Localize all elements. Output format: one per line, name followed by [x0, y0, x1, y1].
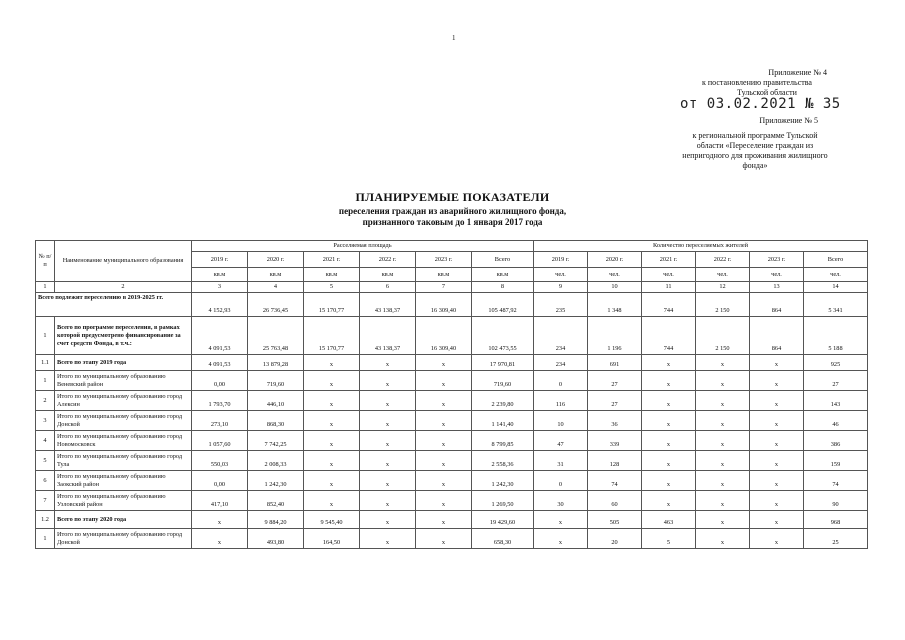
- row-value: 43 138,37: [360, 293, 416, 317]
- row-name: Всего подлежит переселению в 2019-2025 гг.: [36, 293, 192, 317]
- row-value: 30: [534, 491, 588, 511]
- row-name: Итого по муниципальному образованию город Донской: [55, 411, 192, 431]
- row-value: 159: [804, 451, 868, 471]
- row-value: 2 239,80: [472, 391, 534, 411]
- row-value: 864: [750, 317, 804, 355]
- row-value: 2 558,36: [472, 451, 534, 471]
- header-people-group: Количество переселяемых жителей: [534, 241, 868, 252]
- row-value: 273,10: [192, 411, 248, 431]
- row-value: 19 429,60: [472, 511, 534, 529]
- header-unit: чел.: [588, 268, 642, 282]
- header-unit: кв.м: [472, 268, 534, 282]
- row-value: 1 242,30: [472, 471, 534, 491]
- header-unit: кв.м: [304, 268, 360, 282]
- row-value: 143: [804, 391, 868, 411]
- header-unit: чел.: [750, 268, 804, 282]
- date-number-stamp: от 03.02.2021 № 35: [680, 96, 841, 112]
- page-number: 1: [452, 34, 456, 42]
- row-value: 1 793,70: [192, 391, 248, 411]
- row-value: 16 309,40: [416, 317, 472, 355]
- row-value: х: [642, 451, 696, 471]
- row-value: 1 196: [588, 317, 642, 355]
- row-number: 4: [36, 431, 55, 451]
- row-value: 864: [750, 293, 804, 317]
- table-row: [36, 511, 868, 529]
- row-value: 446,10: [248, 391, 304, 411]
- column-number: 5: [304, 282, 360, 293]
- row-value: х: [642, 391, 696, 411]
- row-value: 1 057,60: [192, 431, 248, 451]
- row-value: х: [642, 355, 696, 371]
- row-name: Итого по муниципальному образованию город Тула: [55, 451, 192, 471]
- column-number: 13: [750, 282, 804, 293]
- row-value: х: [360, 391, 416, 411]
- column-number: 11: [642, 282, 696, 293]
- row-value: 339: [588, 431, 642, 451]
- row-value: х: [696, 471, 750, 491]
- row-value: х: [360, 371, 416, 391]
- row-value: 658,30: [472, 529, 534, 549]
- title-sub-1: переселения граждан из аварийного жилищного фонда,: [338, 206, 567, 216]
- row-value: х: [304, 391, 360, 411]
- row-value: 5 341: [804, 293, 868, 317]
- column-number: 10: [588, 282, 642, 293]
- row-number: 3: [36, 411, 55, 431]
- row-value: 463: [642, 511, 696, 529]
- column-number: 6: [360, 282, 416, 293]
- header-num: № п/п: [36, 241, 55, 282]
- row-value: х: [696, 431, 750, 451]
- row-value: 46: [804, 411, 868, 431]
- row-value: 9 884,20: [248, 511, 304, 529]
- row-value: х: [696, 371, 750, 391]
- row-number: 1: [36, 317, 55, 355]
- table-row: [36, 391, 868, 411]
- row-value: х: [416, 371, 472, 391]
- document-title: [0, 190, 905, 227]
- row-value: 105 487,92: [472, 293, 534, 317]
- header-year: 2021 г.: [642, 252, 696, 268]
- row-value: х: [696, 411, 750, 431]
- column-number: 9: [534, 282, 588, 293]
- row-number: 6: [36, 471, 55, 491]
- row-value: 16 309,40: [416, 293, 472, 317]
- row-value: х: [696, 529, 750, 549]
- header-year: 2020 г.: [248, 252, 304, 268]
- table-row: [36, 451, 868, 471]
- table-row: [36, 431, 868, 451]
- header-unit: чел.: [534, 268, 588, 282]
- column-number: 1: [36, 282, 55, 293]
- row-value: 15 170,77: [304, 317, 360, 355]
- row-value: 417,10: [192, 491, 248, 511]
- row-name: Итого по муниципальному образованию Веневский район: [55, 371, 192, 391]
- annex-header: [647, 68, 827, 98]
- row-value: х: [416, 529, 472, 549]
- row-name: Всего по программе переселения, в рамках которой предусмотрено финансирование за счет средств Фонда, в т.ч.:: [55, 317, 192, 355]
- table-row: [36, 411, 868, 431]
- row-value: 0,00: [192, 471, 248, 491]
- row-value: х: [304, 491, 360, 511]
- table-row: [36, 293, 868, 317]
- row-name: Итого по муниципальному образованию город Алексин: [55, 391, 192, 411]
- row-number: 1.1: [36, 355, 55, 371]
- column-number: 2: [55, 282, 192, 293]
- row-value: 386: [804, 431, 868, 451]
- row-value: 4 091,53: [192, 317, 248, 355]
- row-value: х: [304, 431, 360, 451]
- table-row: [36, 529, 868, 549]
- row-value: х: [750, 491, 804, 511]
- row-value: 719,60: [248, 371, 304, 391]
- row-number: 1: [36, 529, 55, 549]
- row-value: х: [360, 451, 416, 471]
- row-value: 719,60: [472, 371, 534, 391]
- row-value: х: [304, 451, 360, 471]
- annex-line-4: Приложение № 5: [759, 116, 818, 125]
- row-value: х: [192, 529, 248, 549]
- header-unit: чел.: [642, 268, 696, 282]
- table-row: [36, 471, 868, 491]
- row-value: 691: [588, 355, 642, 371]
- row-value: 164,50: [304, 529, 360, 549]
- row-value: х: [696, 355, 750, 371]
- row-value: 4 091,53: [192, 355, 248, 371]
- row-value: х: [416, 391, 472, 411]
- row-value: х: [750, 529, 804, 549]
- row-value: х: [534, 529, 588, 549]
- row-value: 10: [534, 411, 588, 431]
- column-number: 4: [248, 282, 304, 293]
- row-value: 15 170,77: [304, 293, 360, 317]
- row-value: 128: [588, 451, 642, 471]
- row-value: х: [750, 511, 804, 529]
- header-year: 2021 г.: [304, 252, 360, 268]
- row-value: 968: [804, 511, 868, 529]
- row-value: х: [642, 411, 696, 431]
- row-value: 868,30: [248, 411, 304, 431]
- row-value: 550,03: [192, 451, 248, 471]
- row-value: 74: [588, 471, 642, 491]
- row-value: х: [360, 529, 416, 549]
- row-value: х: [696, 391, 750, 411]
- table-row: [36, 491, 868, 511]
- title-main: ПЛАНИРУЕМЫЕ ПОКАЗАТЕЛИ: [355, 190, 550, 204]
- row-value: 26 736,45: [248, 293, 304, 317]
- header-year: 2019 г.: [534, 252, 588, 268]
- row-value: 8 799,85: [472, 431, 534, 451]
- row-value: 235: [534, 293, 588, 317]
- row-value: 7 742,25: [248, 431, 304, 451]
- row-value: х: [416, 451, 472, 471]
- row-value: 47: [534, 431, 588, 451]
- row-value: 1 242,30: [248, 471, 304, 491]
- row-value: 744: [642, 317, 696, 355]
- row-value: 1 348: [588, 293, 642, 317]
- annex-line-5: к региональной программе Тульской области «Переселение граждан из непригодного для проживания жилищного фонда»: [682, 131, 828, 170]
- row-value: 60: [588, 491, 642, 511]
- row-value: 27: [588, 371, 642, 391]
- row-value: 234: [534, 317, 588, 355]
- row-name: Итого по муниципальному образованию город Донской: [55, 529, 192, 549]
- header-year: 2023 г.: [750, 252, 804, 268]
- row-value: 4 152,93: [192, 293, 248, 317]
- row-value: х: [304, 411, 360, 431]
- row-value: х: [750, 431, 804, 451]
- header-year: Всего: [804, 252, 868, 268]
- table-row: [36, 317, 868, 355]
- header-unit: кв.м: [248, 268, 304, 282]
- header-unit: чел.: [696, 268, 750, 282]
- row-value: 25 763,48: [248, 317, 304, 355]
- row-value: х: [416, 411, 472, 431]
- indicators-table: [35, 240, 868, 549]
- annex-line-1: Приложение № 4: [768, 68, 827, 77]
- row-value: х: [750, 411, 804, 431]
- row-value: 102 473,55: [472, 317, 534, 355]
- row-value: 116: [534, 391, 588, 411]
- row-value: х: [416, 471, 472, 491]
- row-value: 20: [588, 529, 642, 549]
- row-value: 90: [804, 491, 868, 511]
- row-name: Итого по муниципальному образованию Заокский район: [55, 471, 192, 491]
- row-value: 13 879,28: [248, 355, 304, 371]
- header-year: Всего: [472, 252, 534, 268]
- row-value: х: [642, 491, 696, 511]
- row-name: Всего по этапу 2019 года: [55, 355, 192, 371]
- row-value: х: [750, 355, 804, 371]
- row-value: х: [360, 471, 416, 491]
- row-name: Всего по этапу 2020 года: [55, 511, 192, 529]
- header-year: 2019 г.: [192, 252, 248, 268]
- row-number: 1: [36, 371, 55, 391]
- row-number: 5: [36, 451, 55, 471]
- row-name: Итого по муниципальному образованию город Новомосковск: [55, 431, 192, 451]
- row-value: х: [696, 511, 750, 529]
- row-value: 744: [642, 293, 696, 317]
- row-value: х: [416, 511, 472, 529]
- row-value: 9 545,40: [304, 511, 360, 529]
- row-value: 1 141,40: [472, 411, 534, 431]
- row-value: 852,40: [248, 491, 304, 511]
- row-value: 43 138,37: [360, 317, 416, 355]
- row-value: 5 188: [804, 317, 868, 355]
- table-row: [36, 371, 868, 391]
- row-value: 493,80: [248, 529, 304, 549]
- header-unit: кв.м: [416, 268, 472, 282]
- header-year: 2022 г.: [696, 252, 750, 268]
- row-value: х: [304, 471, 360, 491]
- row-value: 2 150: [696, 293, 750, 317]
- row-value: 0: [534, 471, 588, 491]
- header-unit: кв.м: [360, 268, 416, 282]
- column-number: 14: [804, 282, 868, 293]
- row-name: Итого по муниципальному образованию Узловский район: [55, 491, 192, 511]
- row-value: х: [304, 371, 360, 391]
- row-value: х: [360, 431, 416, 451]
- row-value: 0: [534, 371, 588, 391]
- row-number: 7: [36, 491, 55, 511]
- header-year: 2023 г.: [416, 252, 472, 268]
- header-area-group: Расселяемая площадь: [192, 241, 534, 252]
- annex-program-header: [680, 116, 830, 171]
- table-row: [36, 355, 868, 371]
- row-value: х: [360, 411, 416, 431]
- row-value: х: [750, 451, 804, 471]
- column-number: 8: [472, 282, 534, 293]
- row-value: х: [750, 371, 804, 391]
- annex-line-2: к постановлению правительства: [702, 78, 812, 87]
- row-value: х: [304, 355, 360, 371]
- header-unit: кв.м: [192, 268, 248, 282]
- row-value: 1 269,50: [472, 491, 534, 511]
- header-name: Наименование муниципального образования: [55, 241, 192, 282]
- row-value: х: [416, 491, 472, 511]
- annex-line-3: Тульской области: [737, 88, 797, 97]
- row-value: 36: [588, 411, 642, 431]
- row-value: 27: [588, 391, 642, 411]
- header-unit: чел.: [804, 268, 868, 282]
- row-value: 31: [534, 451, 588, 471]
- row-value: 505: [588, 511, 642, 529]
- row-number: 2: [36, 391, 55, 411]
- row-value: х: [642, 431, 696, 451]
- row-value: х: [642, 471, 696, 491]
- row-value: 2 008,33: [248, 451, 304, 471]
- row-value: х: [750, 391, 804, 411]
- row-value: 2 150: [696, 317, 750, 355]
- row-value: 17 970,81: [472, 355, 534, 371]
- row-value: х: [696, 491, 750, 511]
- column-number: 7: [416, 282, 472, 293]
- row-value: 5: [642, 529, 696, 549]
- title-sub-2: признанного таковым до 1 января 2017 года: [362, 217, 543, 227]
- row-value: х: [750, 471, 804, 491]
- row-value: х: [642, 371, 696, 391]
- column-number: 12: [696, 282, 750, 293]
- row-value: 25: [804, 529, 868, 549]
- row-number: 1.2: [36, 511, 55, 529]
- row-value: х: [696, 451, 750, 471]
- row-value: х: [360, 491, 416, 511]
- row-value: х: [360, 355, 416, 371]
- row-value: х: [534, 511, 588, 529]
- row-value: х: [192, 511, 248, 529]
- column-number: 3: [192, 282, 248, 293]
- row-value: х: [416, 431, 472, 451]
- row-value: х: [416, 355, 472, 371]
- row-value: 234: [534, 355, 588, 371]
- row-value: х: [360, 511, 416, 529]
- row-value: 925: [804, 355, 868, 371]
- row-value: 74: [804, 471, 868, 491]
- row-value: 0,00: [192, 371, 248, 391]
- header-year: 2020 г.: [588, 252, 642, 268]
- header-year: 2022 г.: [360, 252, 416, 268]
- row-value: 27: [804, 371, 868, 391]
